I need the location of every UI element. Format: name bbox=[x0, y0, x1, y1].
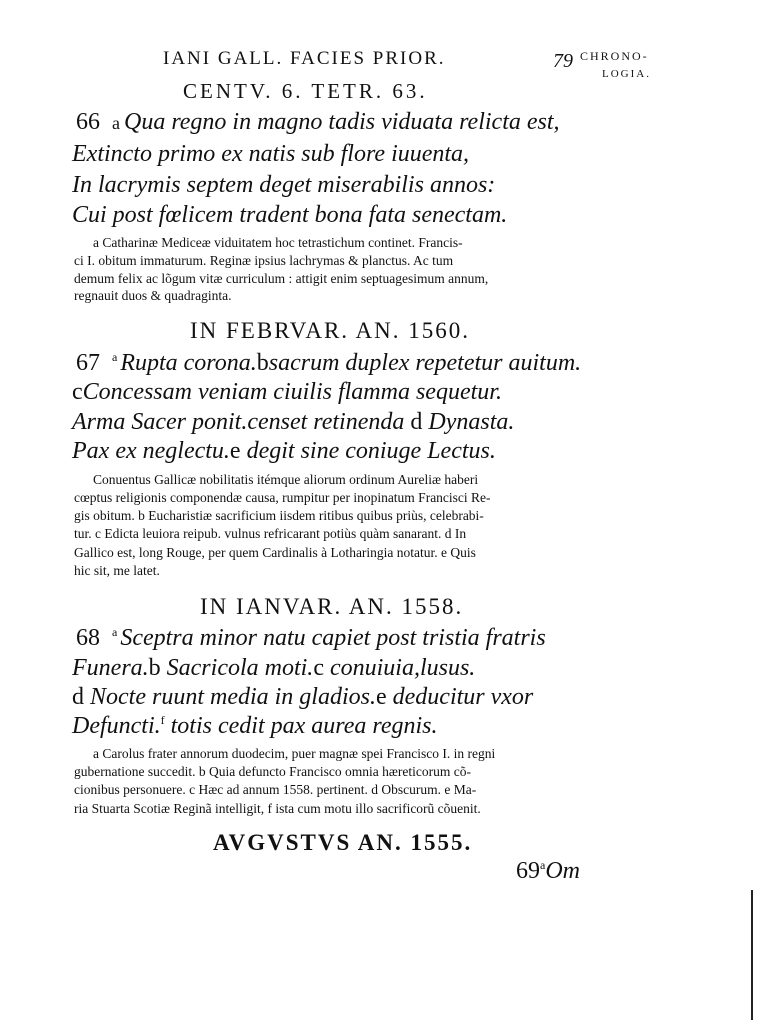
verse-line bbox=[72, 409, 514, 436]
verse-line bbox=[72, 379, 502, 406]
note-mark: d bbox=[72, 684, 84, 710]
section-heading: IN FEBRVAR. AN. 1560. bbox=[190, 318, 470, 343]
verse-text: Funera. bbox=[72, 655, 149, 681]
footnote-line: Gallico est, long Rouge, per quem Cardinalis à Lotharingia notatur. e Quis bbox=[74, 545, 476, 560]
quatrain-number: 66 bbox=[76, 109, 100, 135]
footnote-line: ria Stuarta Scotiæ Reginã intelligit, f ista cum motu illo sacrificorũ cõuenit. bbox=[74, 801, 481, 816]
verse-text: Sceptra minor natu capiet post tristia fratris bbox=[120, 625, 546, 651]
section-heading: IN IANVAR. AN. 1558. bbox=[200, 594, 464, 619]
footnote-line: Conuentus Gallicæ nobilitatis itémque aliorum ordinum Aureliæ haberi bbox=[93, 472, 479, 487]
note-mark: a bbox=[112, 113, 120, 133]
note-mark: a bbox=[112, 625, 118, 639]
note-mark: c bbox=[72, 379, 83, 405]
verse-text: Sacricola moti. bbox=[166, 655, 314, 681]
footnote-line: a Catharinæ Mediceæ viduitatem hoc tetrastichum continet. Francis- bbox=[93, 235, 463, 250]
footnote-line: gis obitum. b Eucharistiæ sacrificium iisdem ritibus quibus priùs, celebrabi- bbox=[74, 508, 484, 523]
quatrain-number: 67 bbox=[76, 350, 100, 376]
verse-text: totis cedit pax aurea regnis. bbox=[170, 713, 438, 739]
note-mark: b bbox=[148, 655, 161, 681]
footnote-line: gubernatione succedit. b Quia defuncto Francisco omnia hæreticorum cõ- bbox=[74, 764, 471, 779]
footnote-line: hic sit, me latet. bbox=[74, 563, 160, 578]
centuria-heading: CENTV. 6. TETR. 63. bbox=[183, 79, 428, 103]
footnote-line: cionibus personuere. c Hæc ad annum 1558. pertinent. d Obscurum. e Ma- bbox=[74, 782, 477, 797]
note-mark: c bbox=[313, 655, 324, 681]
section-heading: AVGVSTVS AN. 1555. bbox=[213, 830, 473, 855]
verse-text: Concessam veniam ciuilis flamma sequetur. bbox=[82, 379, 502, 405]
verse-text: Nocte ruunt media in gladios. bbox=[90, 684, 376, 710]
note-mark: d bbox=[410, 409, 423, 435]
note-mark: f bbox=[160, 713, 165, 727]
note-mark: a bbox=[112, 350, 118, 364]
verse-line: Extincto primo ex natis sub flore iuuenta, bbox=[72, 141, 470, 167]
footnote-line: cœptus religionis componendæ causa, rumpitur per inopinatum Francisci Re- bbox=[74, 490, 491, 505]
verse-text: Rupta corona. bbox=[120, 350, 257, 376]
side-label-line1: CHRONO- bbox=[580, 49, 649, 63]
verse-text: conuiuia,lusus. bbox=[329, 655, 476, 681]
verse-text: Qua regno in magno tadis viduata relicta est, bbox=[124, 109, 560, 135]
footnote-line: tur. c Edicta leuiora reipub. vulnus refricarant potiùs quàm sanarant. d In bbox=[74, 526, 467, 541]
note-mark: e bbox=[375, 684, 387, 710]
verse-line bbox=[76, 109, 560, 136]
footnote-line: demum felix ac lõgum vitæ curriculum : attigit enim septuagesimum annum, bbox=[74, 271, 489, 286]
verse-text: sacrum duplex repetetur auitum. bbox=[268, 350, 582, 376]
verse-text: Defuncti. bbox=[72, 713, 161, 739]
verse-line: In lacrymis septem deget miserabilis annos: bbox=[72, 172, 496, 198]
quatrain-number: 69 bbox=[516, 858, 540, 884]
running-title: IANI GALL. FACIES PRIOR. bbox=[163, 48, 446, 69]
verse-text: Dynasta. bbox=[428, 409, 515, 435]
catchword-text: Om bbox=[545, 858, 580, 884]
note-mark: b bbox=[256, 350, 269, 376]
catchword bbox=[516, 858, 580, 885]
note-mark: a bbox=[540, 858, 546, 872]
verse-text: Arma Sacer ponit.censet retinenda bbox=[72, 409, 405, 435]
verse-line bbox=[72, 438, 496, 465]
verse-line: Cui post fœlicem tradent bona fata senectam. bbox=[72, 202, 508, 228]
verse-line bbox=[76, 625, 546, 652]
quatrain-number: 68 bbox=[76, 625, 100, 651]
verse-text: deducitur vxor bbox=[392, 684, 534, 710]
verse-line bbox=[76, 350, 581, 377]
side-label-line2: LOGIA. bbox=[602, 68, 651, 80]
verse-line bbox=[72, 684, 533, 711]
verse-text: degit sine coniuge Lectus. bbox=[246, 438, 496, 464]
footnote-line: regnauit duos & quadraginta. bbox=[74, 288, 232, 303]
note-mark: e bbox=[229, 438, 241, 464]
verse-line bbox=[72, 713, 438, 740]
page-number: 79 bbox=[553, 50, 573, 72]
page-edge-shadow bbox=[751, 890, 753, 1020]
footnote-line: a Carolus frater annorum duodecim, puer magnæ spei Francisco I. in regni bbox=[93, 746, 496, 761]
verse-line bbox=[72, 655, 475, 682]
footnote-line: ci I. obitum immaturum. Reginæ ipsius lachrymas & planctus. Ac tum bbox=[74, 253, 454, 268]
verse-text: Pax ex neglectu. bbox=[72, 438, 230, 464]
